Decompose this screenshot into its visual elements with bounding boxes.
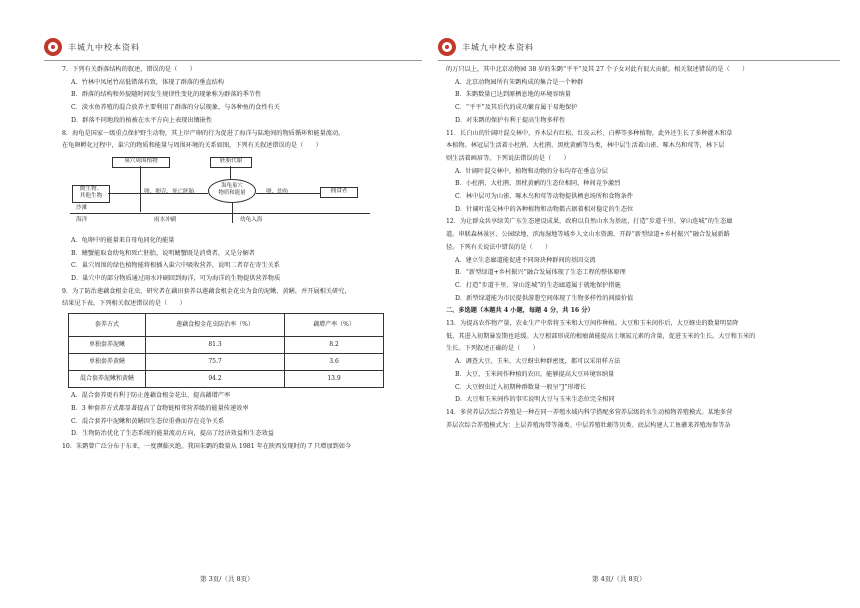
page-footer: 第 3页/（共 8页）: [200, 575, 254, 583]
header-divider: [438, 60, 840, 61]
page-content: [62, 64, 414, 454]
question-10-stem: 10．朱鹮曾广泛分布于东亚，一度濒临灭绝。我国朱鹮的数量从 1981 年在陕西发现时的 7 只增加到如今: [62, 442, 352, 450]
diagram-line-larvae: [256, 193, 320, 194]
turtle-nest-diagram: [70, 155, 370, 233]
question-7-stem: 7．下列有关群落结构的叙述，错误的是（ ）: [62, 66, 196, 73]
question-10-option-a: A．北京动物园所有朱鹮构成的集合是一个种群: [455, 78, 584, 86]
question-10-option-d: D．对朱鹮的保护有利于提高生物多样性: [455, 116, 566, 124]
diagram-label-young-sea: 幼龟入海: [240, 216, 263, 223]
question-8-stem-line-1: 8．海龟是国家一级重点保护野生动物，其上岸产卵的行为促进了海洋与陆地间的物质循环和能量流动。: [62, 129, 345, 137]
question-8-option-b: B．鳍蟹能取食幼龟和死亡胚胎，说明鳍蟹既是消费者，又是分解者: [71, 249, 255, 257]
diagram-shoreline: [70, 213, 370, 214]
question-13-option-b: B．大豆、玉米间作种植的农田，能够提高大豆环境容纳量: [455, 370, 615, 378]
question-8-option-d: D．巢穴中的部分物质通过雨水冲刷回到海洋，可为海洋的生物提供营养物质: [71, 275, 281, 283]
results-table: [68, 313, 384, 388]
diagram-box-plants: 巢穴周围植物: [112, 157, 170, 168]
question-13-option-d: D．大豆和玉米间作的事实说明大豆与玉米生态位完全相同: [455, 396, 615, 404]
question-7-option-d: D．群落不同地段的植被在水平方向上表现出镶嵌性: [71, 116, 213, 124]
question-8-option-a: A．龟卵中的能量来自母龟同化的能量: [71, 236, 175, 244]
table-row: [69, 337, 384, 354]
question-10-option-c: C．“平平”及其后代的成功繁育属于易地保护: [455, 104, 578, 112]
table-header-row: [69, 314, 384, 337]
question-7-option-b: B．群落的结构和外貌随时间发生规律性变化的现象称为群落的季节性: [71, 91, 262, 99]
table-row: [69, 371, 384, 388]
header-text: 丰城九中校本资料: [462, 42, 534, 52]
question-13-option-c: C．大豆蚜虫迁入初期种群数量一般呈“J”形增长: [455, 383, 587, 391]
table-cell: 单独套养泥鳅: [69, 337, 146, 354]
page-content: [446, 64, 842, 432]
page-header: [44, 36, 140, 58]
question-11-option-b: B．小杜鹃、大杜鹃、黑枕黄鹂的生态位相同，种间竞争激烈: [455, 180, 621, 188]
section-heading-multiple-choice: 二、多选题（本题共 4 小题，每题 4 分，共 16 分）: [446, 307, 594, 315]
question-11-option-c: C．林中层可为山雀、啄木鸟和莺等动物提供栖息场所和食物条件: [455, 193, 633, 201]
question-14-stem-line-1: 14．多营养层次综合养殖是一种在同一养殖水域内科学搭配多营养层级的水生动植物养殖模式。某地多营: [446, 408, 733, 416]
question-9-stem-line-1: 9．为了防治莲藕食根金花虫，研究者在藕田套养以莲藕食根金花虫为食的泥鳅、黄鳝，并开展相关研究，: [62, 287, 351, 295]
question-8-stem-line-2: 在龟卵孵化过程中，巢穴的物质和能量与周围环境的关系如图，下列有关叙述错误的是（ ）: [62, 142, 322, 150]
question-13-option-a: A．调查大豆、玉米、大豆蚜虫种群密度，都可以采用样方法: [455, 358, 621, 366]
question-11-stem-line-1: 11．长白山的针阔叶混交林中，乔木层有红松、红皮云杉、白桦等多种植物，此外还生长了多种灌木和草: [446, 129, 733, 137]
question-12-stem-line-1: 12．为让群众共享绿美广东生态建设成果，政府以自然山水为基底，打造“步道千里、穿山连城”的生态廊: [446, 218, 733, 226]
table-cell: 混合套养泥鳅和黄鳝: [69, 371, 146, 388]
question-12-stem-line-2: 道。串联森林景区、公园绿地、滨海湿地等城乡人文山水资源，开辟“新型绿道+乡村振兴”融合发展新路: [446, 231, 730, 239]
question-13-stem-line-1: 13．为提高农作物产量，农业生产中常将玉米和大豆间作种植。大豆和玉米间作后，大豆蚜虫的数量明显降: [446, 320, 739, 328]
header-text: 丰城九中校本资料: [68, 42, 140, 52]
question-11-stem-line-2: 本植物。林冠层生活着小杜鹃、大杜鹃、黑枕黄鹂等鸟类，林中层生活着山雀、啄木鸟和莺等，林下层: [446, 142, 725, 150]
question-9-stem-line-2: 结果见下表。下列相关叙述错误的是（ ）: [62, 300, 186, 308]
question-12-option-c: C．打造“步道千里、穿山连城”的生态廊道属于就地保护措施: [455, 281, 621, 289]
question-7-option-c: C．淡水鱼养殖的混合放养主要利用了群落的分层现象，与各种鱼的食性有关: [71, 104, 280, 112]
question-9-option-a: A．混合套养更有利于防止莲藕食根金花虫、提高藕增产率: [71, 392, 231, 400]
question-12-stem-line-3: 径。下列有关说法中错误的是（ ）: [446, 243, 552, 251]
diagram-label-rain: 雨水冲刷: [154, 216, 177, 223]
table-cell: 单独套养黄鳝: [69, 354, 146, 371]
question-10-option-b: B．朱鹮数量已达到原栖息地的环境容纳量: [455, 91, 571, 99]
diagram-label-ocean: 海洋: [76, 216, 88, 223]
table-header: 套养方式: [69, 314, 146, 337]
diagram-box-predator: 捕食者: [320, 187, 358, 198]
table-header: 藕增产率（%）: [285, 314, 384, 337]
table-cell: 8.2: [285, 337, 384, 354]
diagram-label-beach: 沙滩: [76, 204, 88, 211]
question-7-option-a: A．竹林中凤尾竹高低错落有致，体现了群落的垂直结构: [71, 78, 224, 86]
page-header: [438, 36, 534, 58]
question-12-option-b: B．“新型绿道+乡村振兴”融合发展体现了生态工程的整体原理: [455, 269, 626, 277]
table-row: [69, 354, 384, 371]
question-11-option-a: A．针阔叶混交林中，植物和动物的分布均存在垂直分层: [455, 167, 608, 175]
diagram-nest-ellipse: 海龟巢穴 物质和能量: [208, 179, 256, 203]
table-cell: 94.2: [146, 371, 285, 388]
question-11-option-d: D．针阔叶混交林中的各种植物和动物都占据着相对稳定的生态位: [455, 205, 634, 213]
question-13-stem-line-2: 低，其进入初期暴发期也延缓。大豆根部形成的根瘤菌能提高土壤氮元素的含量，促进玉米的生长。大豆和玉米的: [446, 332, 756, 340]
question-12-option-a: A．建立生态廊道能促进不同斑块种群间的基因交流: [455, 256, 596, 264]
question-9-option-c: C．混合套养中泥鳅和黄鳝因生态位重叠而存在竞争关系: [71, 417, 225, 425]
diagram-box-microbes: 微生物、 其他生物: [72, 185, 110, 203]
question-8-option-c: C．巢穴周围的绿色植物能将根插入巢穴中吸收营养，说明二者存在寄生关系: [71, 262, 280, 270]
table-cell: 3.6: [285, 354, 384, 371]
school-logo-icon: [438, 38, 456, 56]
page-footer: 第 4页/（共 8页）: [592, 575, 646, 583]
question-9-option-d: D．生物防治优化了生态系统的能量流动方向，提高了经济效益和生态效益: [71, 430, 274, 438]
question-10-continued: 的万只以上，其中北京动物园 38 岁的朱鹮“平平”及其 27 个子女对此有很大贡献。相关叙述错误的是（ ）: [446, 66, 749, 73]
diagram-line-metabolism: [230, 166, 231, 179]
question-13-stem-line-3: 生长。下列叙述正确的是（ ）: [446, 345, 539, 353]
question-14-stem-line-2: 养层次综合养殖模式为：上层养殖海带等藻类、中层养殖牡蛎等贝类、底层构建人工鱼礁来养殖海参等杂: [446, 421, 731, 429]
table-cell: 75.7: [146, 354, 285, 371]
diagram-label-eggs: 卵、卵壳、死亡胚胎: [144, 188, 195, 195]
diagram-line-eggs: [108, 193, 208, 194]
diagram-line-plants-down: [140, 166, 141, 212]
question-11-stem-line-3: 则生活着画眉等。下列说法错误的是（ ）: [446, 154, 570, 162]
question-9-option-b: B．3 种套养方式都显著提高了食物链相邻营养级的能量传递效率: [71, 404, 249, 412]
school-logo-icon: [44, 38, 62, 56]
diagram-label-larvae: 卵、幼龟: [266, 188, 289, 195]
header-divider: [44, 60, 422, 61]
page-4: [430, 0, 860, 608]
table-header: 莲藕食根金花虫防治率（%）: [146, 314, 285, 337]
table-cell: 81.3: [146, 337, 285, 354]
table-cell: 13.9: [285, 371, 384, 388]
diagram-box-metabolism: 胚胎代谢: [210, 157, 252, 168]
question-12-option-d: D．新型绿道能为市民提供游憩空间体现了生物多样性的间接价值: [455, 294, 634, 302]
